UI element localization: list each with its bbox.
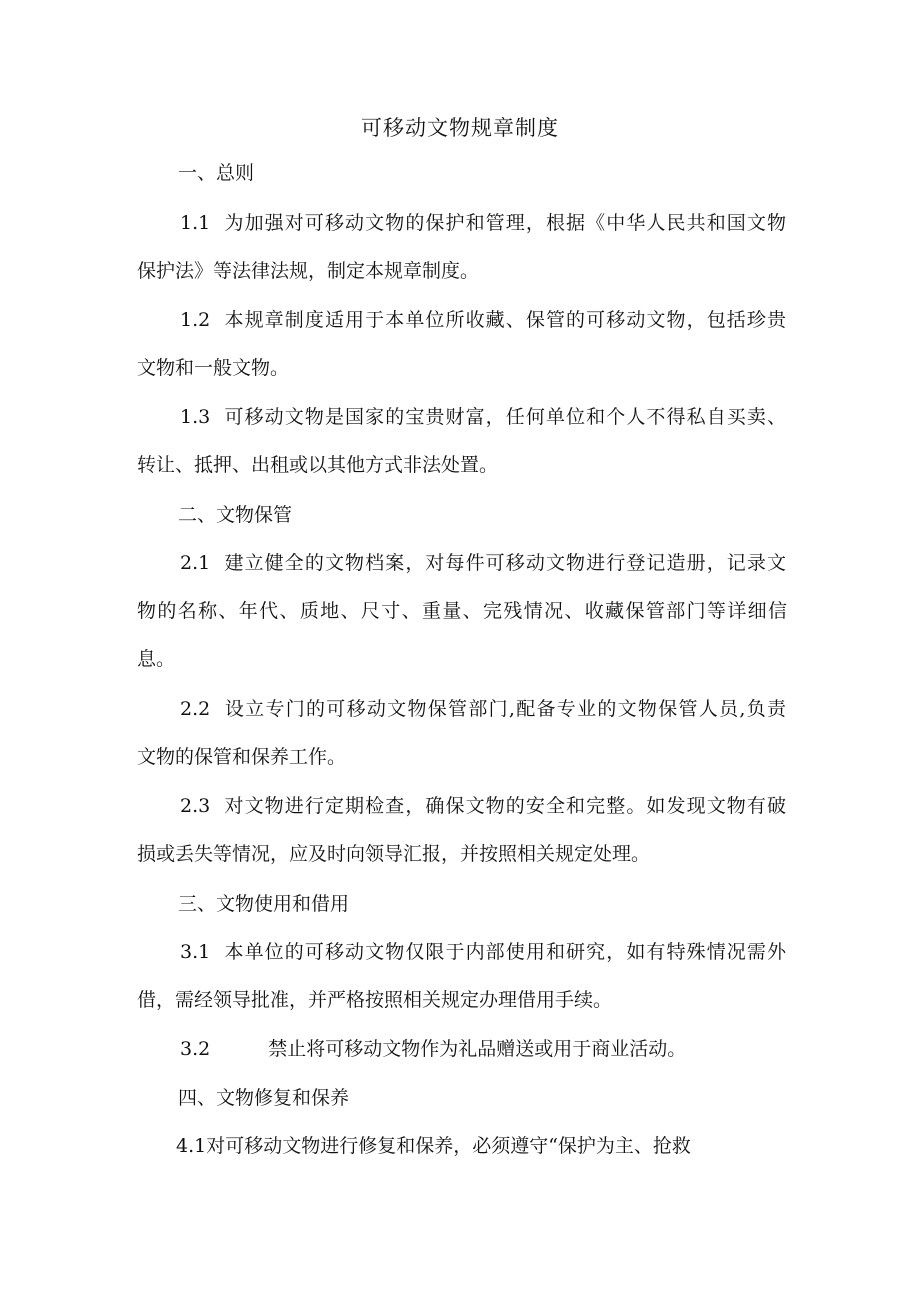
paragraph-line: [180, 405, 786, 429]
paragraph-line: 损或丢失等情况，应及时向领导汇报，并按照相关规定处理。: [137, 843, 651, 865]
section-heading: 一、总则: [178, 162, 255, 184]
paragraph-number: 2.1: [180, 552, 211, 574]
paragraph-line: [180, 794, 786, 818]
paragraph-line: [176, 1134, 836, 1158]
paragraph-line: 保护法》等法律法规，制定本规章制度。: [137, 260, 480, 282]
paragraph-text: 为加强对可移动文物的保护和管理，根据《中华人民共和国文物: [224, 212, 786, 234]
paragraph-number: 3.2: [180, 1038, 211, 1060]
paragraph-number: 1.2: [180, 309, 211, 331]
section-heading: 四、文物修复和保养: [178, 1087, 350, 1109]
paragraph-number: 2.2: [180, 698, 211, 720]
paragraph-number: 4.1: [176, 1135, 207, 1157]
paragraph-line: [180, 308, 786, 332]
paragraph-number: 2.3: [180, 795, 211, 817]
paragraph-line: [180, 551, 786, 575]
paragraph-number: 1.1: [180, 212, 211, 234]
paragraph-number: 3.1: [180, 941, 211, 963]
paragraph-text: 本规章制度适用于本单位所收藏、保管的可移动文物，包括珍贵: [224, 309, 786, 331]
section-heading: 三、文物使用和借用: [178, 893, 350, 915]
paragraph-line: [180, 211, 786, 235]
paragraph-line: 物的名称、年代、质地、尺寸、重量、完残情况、收藏保管部门等详细信: [137, 600, 787, 622]
paragraph-line: [180, 697, 786, 721]
paragraph-line: 息。: [137, 648, 176, 670]
paragraph-number: 1.3: [180, 406, 211, 428]
paragraph-text: 设立专门的可移动文物保管部门,配备专业的文物保管人员,负责: [224, 698, 786, 720]
paragraph-line: [180, 940, 786, 964]
paragraph-text: 建立健全的文物档案，对每件可移动文物进行登记造册，记录文: [224, 552, 786, 574]
paragraph-text: 对文物进行定期检查，确保文物的安全和完整。如发现文物有破: [224, 795, 786, 817]
section-heading: 二、文物保管: [178, 504, 293, 526]
paragraph-line: 转让、抵押、出租或以其他方式非法处置。: [137, 454, 499, 476]
paragraph-text: 对可移动文物进行修复和保养，必须遵守“保护为主、抢救: [206, 1135, 691, 1157]
paragraph-line: [180, 1037, 840, 1061]
paragraph-line: 借，需经领导批准，并严格按照相关规定办理借用手续。: [137, 989, 613, 1011]
paragraph-line: 文物和一般文物。: [137, 357, 290, 379]
paragraph-text: 可移动文物是国家的宝贵财富，任何单位和个人不得私自买卖、: [224, 406, 786, 428]
paragraph-line: 文物的保管和保养工作。: [137, 746, 347, 768]
paragraph-text: 禁止将可移动文物作为礼品赠送或用于商业活动。: [268, 1038, 687, 1060]
paragraph-text: 本单位的可移动文物仅限于内部使用和研究，如有特殊情况需外: [224, 941, 786, 963]
document-title: 可移动文物规章制度: [361, 116, 559, 140]
